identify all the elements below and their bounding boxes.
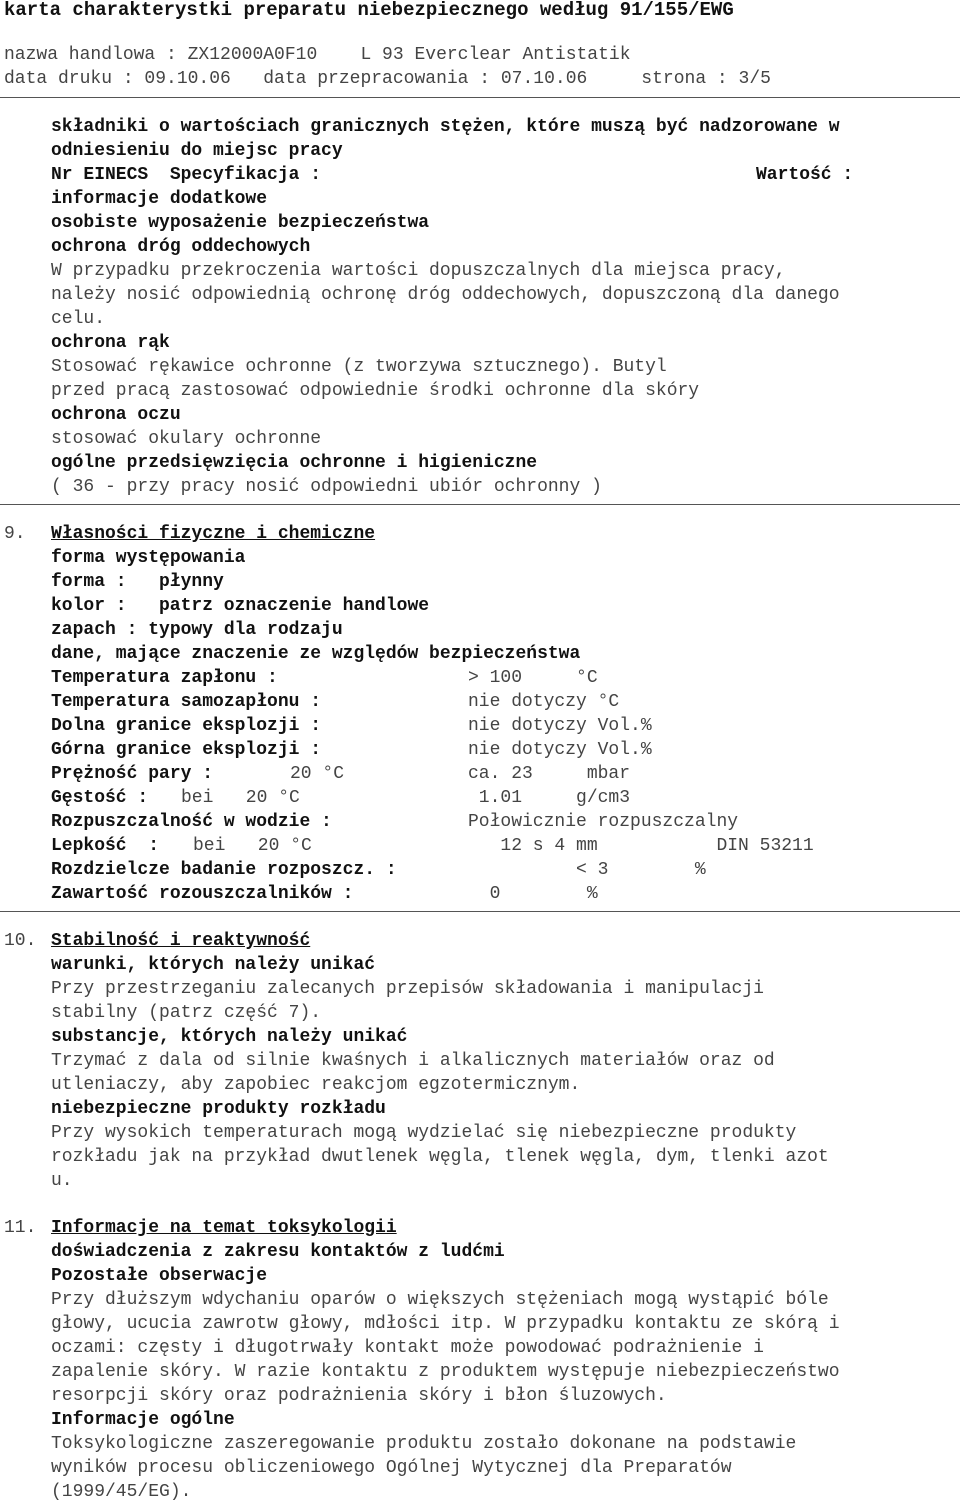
value-label: Wartość : [756,165,854,185]
property-label: Gęstość : [51,788,149,808]
safety-data-heading: dane, mające znaczenie ze względów bezpieczeństwa [51,644,581,664]
decomposition-text-1: Przy wysokich temperaturach mogą wydzielać się niebezpieczne produkty [51,1123,797,1143]
hand-protection-text-1: Stosować rękawice ochronne (z tworzywa sztucznego). Butyl [51,357,667,377]
property-value: nie dotyczy Vol.% [468,716,652,736]
other-observations-heading: Pozostałe obserwacje [51,1266,268,1286]
respiratory-text-3: celu. [51,309,106,329]
observations-text-5: resorpcji skóry oraz podrażnienia skóry i błon śluzowych. [51,1386,667,1406]
hand-protection-text-2: przed pracą zastosować odpowiednie środki ochronne dla skóry [51,381,700,401]
form-heading: forma występowania [51,548,246,568]
section-11-number: 11. [4,1218,37,1238]
decomposition-heading: niebezpieczne produkty rozkładu [51,1099,386,1119]
conditions-text-2: stabilny (patrz część 7). [51,1003,322,1023]
property-label: Temperatura zapłonu : [51,668,278,688]
property-label: Dolna granice eksplozji : [51,716,322,736]
einecs-spec-label: Nr EINECS Specyfikacja : [51,165,322,185]
conditions-text-1: Przy przestrzeganiu zalecanych przepisów składowania i manipulacji [51,979,764,999]
section-divider [0,504,960,505]
section-10-title: Stabilność i reaktywność [51,931,311,951]
materials-text-2: utleniaczy, aby zapobiec reakcjom egzotermicznym. [51,1075,581,1095]
decomposition-text-2: rozkładu jak na przykład dwutlenek węgla, tlenek węgla, dym, tlenki azot [51,1147,829,1167]
respiratory-text-2: należy nosić odpowiednią ochronę dróg oddechowych, dopuszczoną dla danego [51,285,840,305]
property-value: 0 % [468,884,598,904]
property-label: Górna granice eksplozji : [51,740,322,760]
observations-text-3: oczami: częsty i długotrwały kontakt może powodować podrażnienie i [51,1338,764,1358]
general-info-text-2: wyników procesu obliczeniowego Ogólnej Wytycznej dla Preparatów [51,1458,732,1478]
property-value: Połowicznie rozpuszczalny [468,812,739,832]
trade-name-line: nazwa handlowa : ZX12000A0F10 L 93 Everclear Antistatik [4,45,631,65]
section-9-title: Własności fizyczne i chemiczne [51,524,376,544]
hygiene-measures-heading: ogólne przedsięwzięcia ochronne i higieniczne [51,453,538,473]
property-condition: bei 20 °C [193,836,312,856]
header-divider [0,97,960,98]
document-title: karta charakterystki preparatu niebezpiecznego według 91/155/EWG [4,0,734,21]
property-value: nie dotyczy °C [468,692,620,712]
section-9-number: 9. [4,524,26,544]
property-value: 12 s 4 mm DIN 53211 [468,836,814,856]
print-date-line: data druku : 09.10.06 data przepracowania : 07.10.06 strona : 3/5 [4,69,771,89]
color-value: patrz oznaczenie handlowe [159,596,430,616]
general-info-text-3: (1999/45/EG). [51,1482,192,1502]
property-value: 1.01 g/cm3 [468,788,631,808]
observations-text-1: Przy dłuższym wdychaniu oparów o większych stężeniach mogą wystąpić bóle [51,1290,829,1310]
exposure-limits-heading: składniki o wartościach granicznych stężen, które muszą być nadzorowane w [51,117,840,137]
respiratory-protection-heading: ochrona dróg oddechowych [51,237,311,257]
property-label: Prężność pary : [51,764,214,784]
property-value: ca. 23 mbar [468,764,631,784]
property-label: Temperatura samozapłonu : [51,692,322,712]
property-condition: 20 °C [290,764,345,784]
observations-text-2: głowy, ucucia zawrotw głowy, mdłości itp. W przypadku kontaktu ze skórą i [51,1314,840,1334]
eye-protection-text: stosować okulary ochronne [51,429,322,449]
observations-text-4: zapalenie skóry. W razie kontaktu z produktem występuje niebezpieczeństwo [51,1362,840,1382]
form-label: forma : [51,572,127,592]
additional-info-heading: informacje dodatkowe [51,189,268,209]
human-experience-heading: doświadczenia z zakresu kontaktów z ludćmi [51,1242,505,1262]
respiratory-text-1: W przypadku przekroczenia wartości dopuszczalnych dla miejsca pracy, [51,261,786,281]
materials-text-1: Trzymać z dala od silnie kwaśnych i alkalicznych materiałów oraz od [51,1051,775,1071]
section-10-number: 10. [4,931,37,951]
color-label: kolor : [51,596,127,616]
section-11-title: Informacje na temat toksykologii [51,1218,397,1238]
ppe-heading: osobiste wyposażenie bezpieczeństwa [51,213,430,233]
decomposition-text-3: u. [51,1171,73,1191]
property-value: < 3 % [468,860,706,880]
materials-to-avoid-heading: substancje, których należy unikać [51,1027,408,1047]
general-info-heading: Informacje ogólne [51,1410,235,1430]
general-info-text-1: Toksykologiczne zaszeregowanie produktu zostało dokonane na podstawie [51,1434,797,1454]
property-condition: bei 20 °C [181,788,300,808]
form-value: płynny [159,572,224,592]
property-value: nie dotyczy Vol.% [468,740,652,760]
exposure-limits-heading-cont: odniesieniu do miejsc pracy [51,141,343,161]
property-value: > 100 °C [468,668,598,688]
property-label: Rozdzielcze badanie rozposzcz. : [51,860,397,880]
property-label: Rozpuszczalność w wodzie : [51,812,332,832]
hand-protection-heading: ochrona rąk [51,333,170,353]
eye-protection-heading: ochrona oczu [51,405,181,425]
conditions-to-avoid-heading: warunki, których należy unikać [51,955,376,975]
property-label: Lepkość : [51,836,160,856]
odor-line: zapach : typowy dla rodzaju [51,620,343,640]
property-label: Zawartość rozouszczalników : [51,884,354,904]
hygiene-measures-text: ( 36 - przy pracy nosić odpowiedni ubiór ochronny ) [51,477,602,497]
section-divider [0,911,960,912]
